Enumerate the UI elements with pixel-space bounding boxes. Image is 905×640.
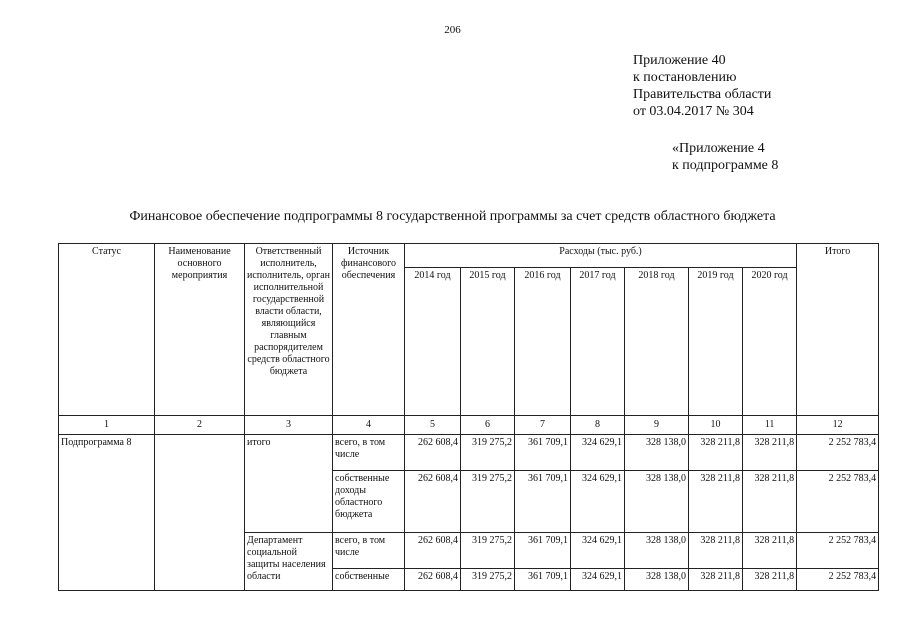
header-year: 2015 год: [461, 268, 515, 416]
value-cell: 262 608,4: [405, 533, 461, 569]
value-cell: 328 211,8: [689, 533, 743, 569]
value-cell: 328 211,8: [689, 569, 743, 591]
column-number: 4: [333, 416, 405, 435]
header-year: 2018 год: [625, 268, 689, 416]
value-cell: 324 629,1: [571, 533, 625, 569]
value-cell: 328 211,8: [743, 435, 797, 471]
value-cell: 262 608,4: [405, 471, 461, 533]
total-cell: 2 252 783,4: [797, 435, 879, 471]
header-source: Источник финансового обеспечения: [333, 244, 405, 416]
value-cell: 328 138,0: [625, 533, 689, 569]
column-number: 2: [155, 416, 245, 435]
header-executor: Ответственный исполнитель, исполнитель, орган исполнительной государственной власти области, являющийся главным распорядителем средств областного бюджета: [245, 244, 333, 416]
value-cell: 361 709,1: [515, 533, 571, 569]
total-cell: 2 252 783,4: [797, 569, 879, 591]
total-cell: 2 252 783,4: [797, 533, 879, 569]
column-number: 12: [797, 416, 879, 435]
financing-table: [58, 243, 879, 591]
value-cell: 324 629,1: [571, 471, 625, 533]
column-number: 7: [515, 416, 571, 435]
value-cell: 328 211,8: [689, 471, 743, 533]
header-year: 2014 год: [405, 268, 461, 416]
document-title: Финансовое обеспечение подпрограммы 8 государственной программы за счет средств областного бюджета: [129, 209, 776, 224]
value-cell: 319 275,2: [461, 435, 515, 471]
value-cell: 319 275,2: [461, 533, 515, 569]
source-cell: собственные доходы областного бюджета: [333, 471, 405, 533]
header-year: 2019 год: [689, 268, 743, 416]
value-cell: 262 608,4: [405, 569, 461, 591]
header-total: Итого: [797, 244, 879, 416]
source-cell: всего, в том числе: [333, 435, 405, 471]
value-cell: 328 138,0: [625, 471, 689, 533]
header-expenses: Расходы (тыс. руб.): [405, 244, 797, 268]
value-cell: 328 211,8: [689, 435, 743, 471]
source-cell: собственные: [333, 569, 405, 591]
column-number: 1: [59, 416, 155, 435]
value-cell: 262 608,4: [405, 435, 461, 471]
value-cell: 361 709,1: [515, 435, 571, 471]
sub-appendix-block: [672, 140, 778, 174]
value-cell: 361 709,1: [515, 569, 571, 591]
column-number: 10: [689, 416, 743, 435]
source-cell: всего, в том числе: [333, 533, 405, 569]
column-number: 8: [571, 416, 625, 435]
executor-cell: Департамент социальной защиты населения области: [245, 533, 333, 591]
appendix-line: от 03.04.2017 № 304: [633, 104, 754, 119]
value-cell: 328 211,8: [743, 533, 797, 569]
value-cell: 319 275,2: [461, 569, 515, 591]
sub-appendix-line: к подпрограмме 8: [672, 158, 779, 173]
header-activity: Наименование основного мероприятия: [155, 244, 245, 416]
activity-cell: [155, 435, 245, 591]
value-cell: 328 211,8: [743, 569, 797, 591]
page-number: 206: [444, 24, 461, 36]
value-cell: 324 629,1: [571, 435, 625, 471]
value-cell: 328 211,8: [743, 471, 797, 533]
appendix-block: [633, 52, 771, 120]
column-number-row: [59, 416, 879, 435]
appendix-line: к постановлению: [633, 70, 737, 85]
header-year: 2017 год: [571, 268, 625, 416]
sub-appendix-line: «Приложение 4: [672, 141, 765, 156]
column-number: 9: [625, 416, 689, 435]
column-number: 5: [405, 416, 461, 435]
header-year: 2016 год: [515, 268, 571, 416]
column-number: 3: [245, 416, 333, 435]
executor-cell: итого: [245, 435, 333, 533]
table-row: [59, 435, 879, 471]
column-number: 6: [461, 416, 515, 435]
value-cell: 328 138,0: [625, 569, 689, 591]
header-status: Статус: [59, 244, 155, 416]
column-number: 11: [743, 416, 797, 435]
value-cell: 324 629,1: [571, 569, 625, 591]
value-cell: 319 275,2: [461, 471, 515, 533]
value-cell: 361 709,1: [515, 471, 571, 533]
total-cell: 2 252 783,4: [797, 471, 879, 533]
status-cell: Подпрограмма 8: [59, 435, 155, 591]
appendix-line: Правительства области: [633, 87, 772, 102]
value-cell: 328 138,0: [625, 435, 689, 471]
header-year: 2020 год: [743, 268, 797, 416]
appendix-line: Приложение 40: [633, 53, 726, 68]
